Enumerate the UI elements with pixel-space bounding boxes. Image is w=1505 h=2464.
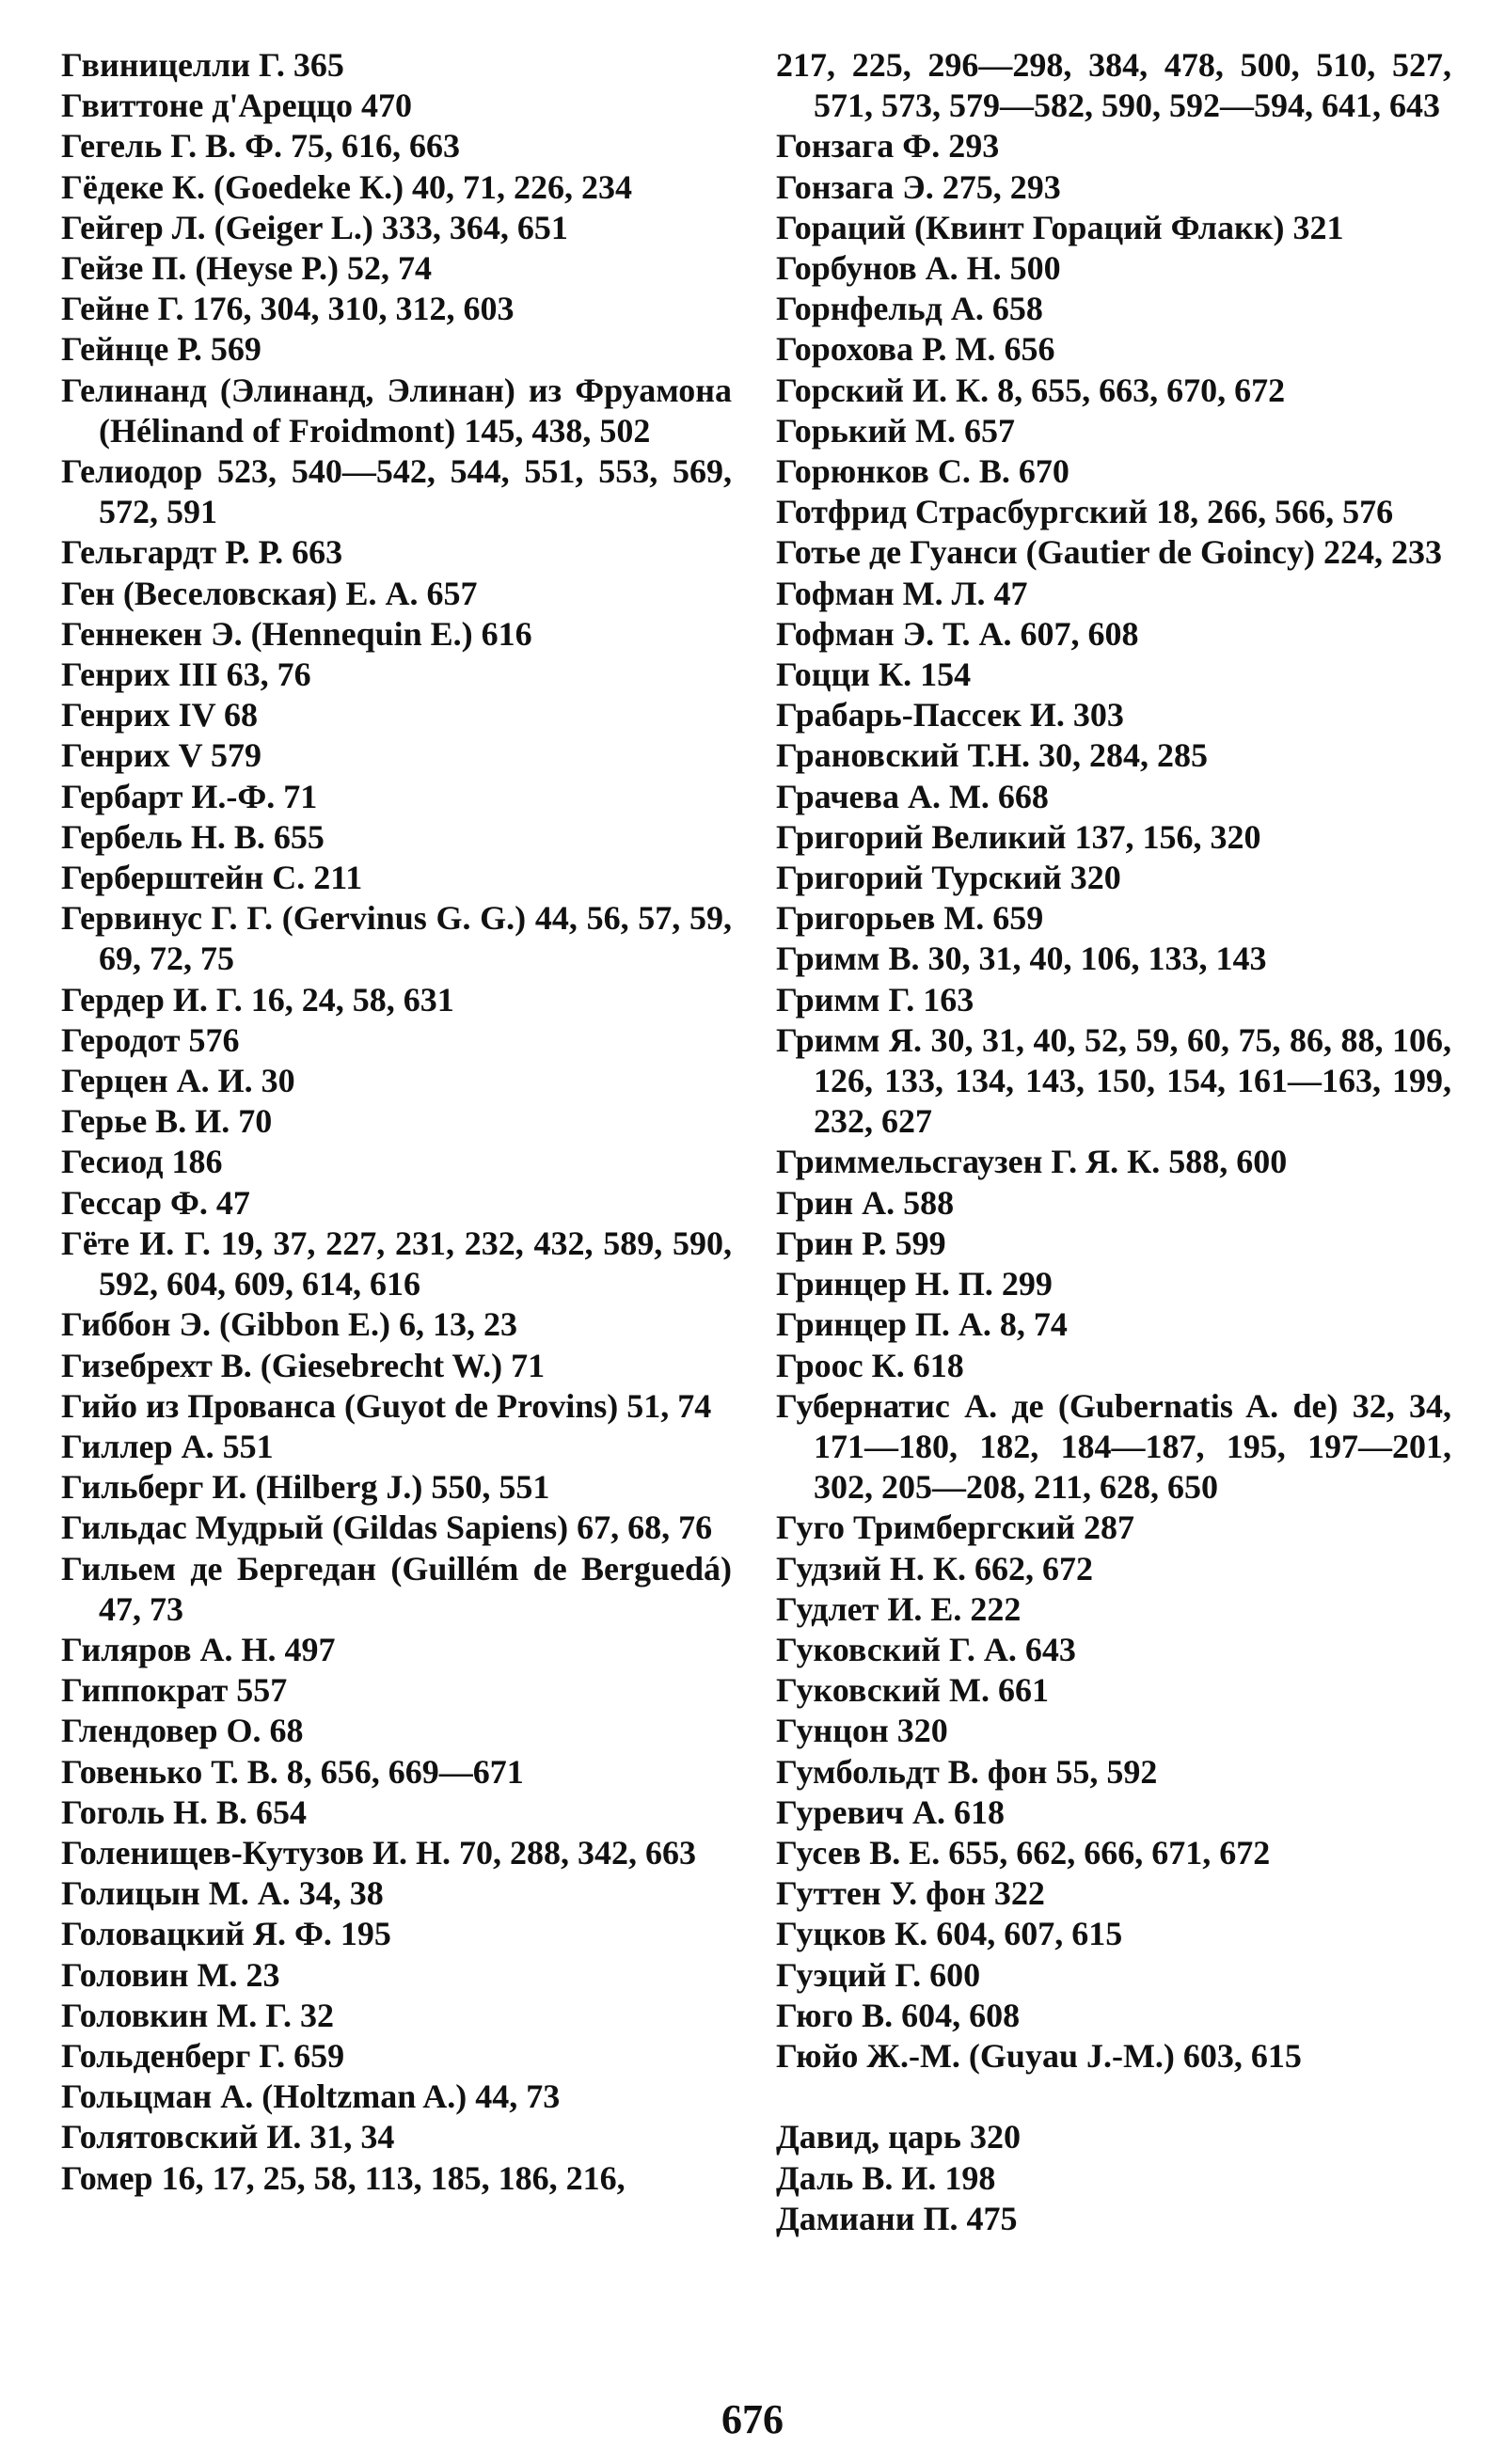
index-entry: Гизебрехт В. (Giesebrecht W.) 71 [61, 1346, 546, 1384]
index-entry: Гомер 16, 17, 25, 58, 113, 185, 186, 216, [61, 2158, 626, 2197]
index-entry: Григорий Турский 320 [776, 859, 1121, 897]
index-entry: Горский И. К. 8, 655, 663, 670, 672 [776, 371, 1286, 409]
index-entry: Горнфельд А. 658 [776, 290, 1043, 328]
index-entry: Гильберг И. (Hilberg J.) 550, 551 [61, 1468, 550, 1507]
index-entry: Гудзий Н. К. 662, 672 [776, 1549, 1093, 1587]
index-entry: Гербель Н. В. 655 [61, 817, 325, 856]
index-entry: Даль В. И. 198 [776, 2158, 996, 2197]
index-entry: Гвиттоне д'Ареццо 470 [61, 87, 413, 125]
index-entry: Гудлет И. Е. 222 [776, 1589, 1022, 1628]
index-entry: Гримм Я. 30, 31, 40, 52, 59, 60, 75, 86, 88, 106, 126, 133, 134, 143, 150, 154, 161—163, 199, 232, 627 [776, 1020, 1451, 1141]
index-entry: Гофман Э. Т. А. 607, 608 [776, 614, 1139, 653]
index-entry: Гриммельсгаузен Г. Я. К. 588, 600 [776, 1143, 1288, 1181]
index-column-right [776, 45, 1451, 2239]
index-entry: Грин Р. 599 [776, 1224, 946, 1262]
index-entry: Голятовский И. 31, 34 [61, 2118, 395, 2156]
index-entry: Гербарт И.-Ф. 71 [61, 777, 318, 815]
index-entry: Гёдеке К. (Goedeke К.) 40, 71, 226, 234 [61, 167, 633, 206]
index-entry: Головкин М. Г. 32 [61, 1996, 335, 2034]
index-entry: Грабарь-Пассек И. 303 [776, 696, 1124, 734]
index-entry: Гуковский Г. А. 643 [776, 1630, 1076, 1668]
index-entry: Голенищев-Кутузов И. Н. 70, 288, 342, 663 [61, 1833, 696, 1872]
index-entry: Горохова Р. М. 656 [776, 330, 1055, 369]
index-entry: Гиббон Э. (Gibbon E.) 6, 13, 23 [61, 1305, 518, 1344]
index-column-left [61, 45, 732, 2199]
index-entry: Гюго В. 604, 608 [776, 1996, 1021, 2034]
index-entry: Генрих IV 68 [61, 696, 259, 734]
index-entry: Гельгардт Р. Р. 663 [61, 533, 343, 572]
index-entry: Грановский Т.Н. 30, 284, 285 [776, 736, 1208, 775]
index-entry: Гринцер П. А. 8, 74 [776, 1305, 1068, 1344]
index-entry: Горький М. 657 [776, 411, 1016, 450]
index-entry: Ген (Веселовская) Е. А. 657 [61, 574, 478, 612]
index-entry: Гейне Г. 176, 304, 310, 312, 603 [61, 290, 515, 328]
index-entries-right [776, 126, 1451, 2077]
index-entry: Григорий Великий 137, 156, 320 [776, 817, 1261, 856]
index-entry: Гольцман А. (Holtzman A.) 44, 73 [61, 2077, 561, 2116]
index-entry: Гуревич А. 618 [776, 1793, 1006, 1831]
index-entry: Горбунов А. Н. 500 [776, 249, 1061, 288]
index-entry: Головин М. 23 [61, 1955, 280, 1994]
index-entry: Геннекен Э. (Hennequin Е.) 616 [61, 614, 532, 653]
index-entry: Гуго Тримбергский 287 [776, 1508, 1134, 1547]
letter-section-gap [776, 2077, 1451, 2117]
index-entry: Герье В. И. 70 [61, 1102, 273, 1141]
index-entry: Гвиницелли Г. 365 [61, 46, 344, 84]
index-entry: Готфрид Страсбургский 18, 266, 566, 576 [776, 493, 1394, 531]
index-entry: Гесиод 186 [61, 1143, 223, 1181]
index-entry: Григорьев М. 659 [776, 899, 1044, 938]
index-entry: Гильдас Мудрый (Gildas Sapiens) 67, 68, 76 [61, 1508, 713, 1547]
index-entry: Гунцон 320 [776, 1712, 948, 1750]
index-entry: Гуэций Г. 600 [776, 1955, 981, 1994]
index-entry: Геродот 576 [61, 1020, 240, 1059]
index-entry: Гессар Ф. 47 [61, 1183, 250, 1222]
index-entry: Губернатис А. де (Gubernatis A. de) 32, 34, 171—180, 182, 184—187, 195, 197—201, 302, 205—208, 211, 628, 650 [776, 1386, 1451, 1507]
index-entry: Гюйо Ж.-М. (Guyau J.-M.) 603, 615 [776, 2036, 1302, 2075]
index-entry: Гринцер Н. П. 299 [776, 1265, 1053, 1303]
index-entry-continuation: 217, 225, 296—298, 384, 478, 500, 510, 527, 571, 573, 579—582, 590, 592—594, 641, 643 [776, 46, 1451, 125]
index-entry: Гораций (Квинт Гораций Флакк) 321 [776, 208, 1344, 246]
index-entry: Гелинанд (Элинанд, Элинан) из Фруамона (Hélinand of Froidmont) 145, 438, 502 [61, 371, 732, 450]
index-entry: Голицын М. А. 34, 38 [61, 1874, 384, 1913]
index-entry: Грачева А. М. 668 [776, 777, 1049, 815]
index-entry: Гердер И. Г. 16, 24, 58, 631 [61, 980, 454, 1019]
index-entry: Гольденберг Г. 659 [61, 2036, 345, 2075]
index-entry: Гуцков К. 604, 607, 615 [776, 1915, 1123, 1953]
index-entry: Генрих III 63, 76 [61, 655, 311, 694]
index-entry: Герберштейн С. 211 [61, 859, 363, 897]
index-entry: Гиппократ 557 [61, 1671, 288, 1710]
index-entry: Горюнков С. В. 670 [776, 452, 1069, 491]
index-entry: Гёте И. Г. 19, 37, 227, 231, 232, 432, 589, 590, 592, 604, 609, 614, 616 [61, 1224, 732, 1303]
index-entry: Гроос К. 618 [776, 1346, 964, 1384]
index-entry: Гримм В. 30, 31, 40, 106, 133, 143 [776, 940, 1267, 978]
index-entry: Головацкий Я. Ф. 195 [61, 1915, 391, 1953]
index-entry: Гиляров А. Н. 497 [61, 1630, 336, 1668]
index-entry: Гиллер А. 551 [61, 1427, 274, 1465]
index-entry: Давид, царь 320 [776, 2118, 1021, 2156]
index-entry: Гийо из Прованса (Guyot de Provins) 51, 74 [61, 1386, 712, 1425]
index-entries-right-d-section [776, 2117, 1451, 2239]
index-entry: Дамиани П. 475 [776, 2199, 1018, 2237]
index-entry: Гейгер Л. (Geiger L.) 333, 364, 651 [61, 208, 568, 246]
index-entry: Гримм Г. 163 [776, 980, 974, 1019]
index-entry: Гуковский М. 661 [776, 1671, 1049, 1710]
index-entry: Гервинус Г. Г. (Gervinus G. G.) 44, 56, 57, 59, 69, 72, 75 [61, 899, 732, 978]
index-entry: Гоголь Н. В. 654 [61, 1793, 307, 1831]
index-entry: Грин А. 588 [776, 1183, 955, 1222]
index-entry: Гелиодор 523, 540—542, 544, 551, 553, 569, 572, 591 [61, 452, 732, 531]
index-entry: Гоцци К. 154 [776, 655, 972, 694]
index-entry: Гуттен У. фон 322 [776, 1874, 1045, 1913]
index-entry: Гегель Г. В. Ф. 75, 616, 663 [61, 127, 461, 166]
index-entry: Герцен А. И. 30 [61, 1062, 295, 1100]
index-entry: Генрих V 579 [61, 736, 261, 775]
index-entry: Глендовер О. 68 [61, 1712, 304, 1750]
index-entry: Гусев В. Е. 655, 662, 666, 671, 672 [776, 1833, 1271, 1872]
index-entry: Гумбольдт В. фон 55, 592 [776, 1752, 1158, 1791]
page-number: 676 [721, 2396, 784, 2442]
index-entry: Готье де Гуанси (Gautier de Goincy) 224, 233 [776, 533, 1442, 572]
index-entry: Гильем де Бергедан (Guillém de Berguedá) 47, 73 [61, 1549, 732, 1628]
index-entry: Гонзага Э. 275, 293 [776, 167, 1061, 206]
index-entry: Гонзага Ф. 293 [776, 127, 1000, 166]
index-entry: Говенько Т. В. 8, 656, 669—671 [61, 1752, 524, 1791]
index-entry: Гофман М. Л. 47 [776, 574, 1028, 612]
index-entry: Гейзе П. (Heyse P.) 52, 74 [61, 249, 432, 288]
index-entry: Гейнце Р. 569 [61, 330, 261, 369]
